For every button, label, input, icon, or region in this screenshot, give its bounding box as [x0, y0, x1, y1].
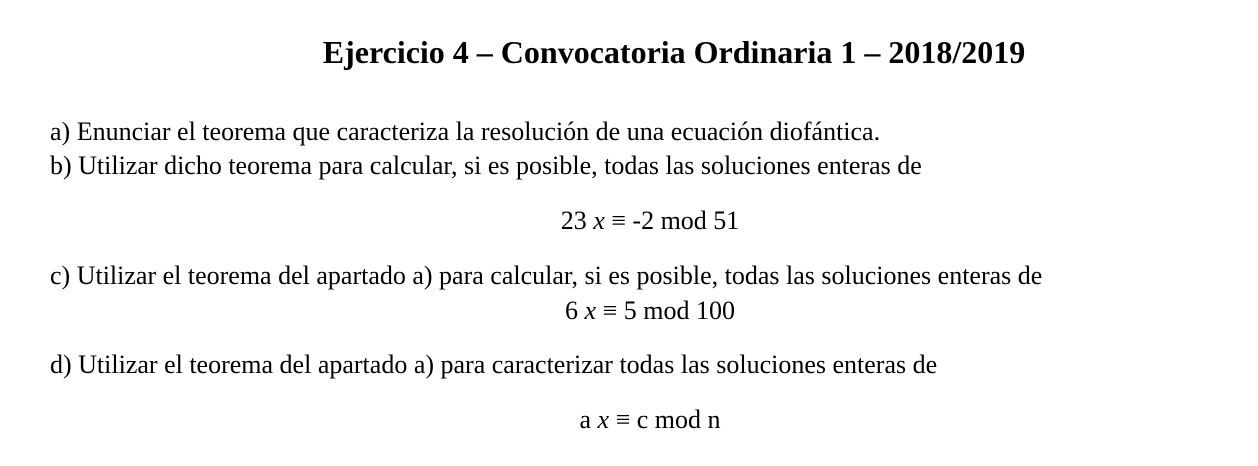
equation-d: [0, 403, 1258, 437]
equation-d-rest: ≡ c mod n: [615, 405, 721, 434]
item-a-text: a) Enunciar el teorema que caracteriza la resolución de una ecuación diofántica.: [50, 117, 881, 146]
item-c-text: c) Utilizar el teorema del apartado a) para calcular, si es posible, todas las soluciones enteras de: [50, 261, 1043, 290]
equation-c-rest: ≡ 5 mod 100: [602, 296, 735, 325]
page-title: Ejercicio 4 – Convocatoria Ordinaria 1 – 2018/2019: [322, 34, 1026, 70]
equation-d-var: x: [597, 405, 610, 434]
equation-d-coef: a: [579, 405, 592, 434]
item-d-text: d) Utilizar el teorema del apartado a) para caracterizar todas las soluciones enteras de: [50, 350, 938, 379]
equation-c-coef: 6: [565, 296, 579, 325]
equation-c-var: x: [584, 296, 597, 325]
equation-b-var: x: [593, 206, 605, 235]
equation-b-rest: ≡ -2 mod 51: [611, 206, 740, 235]
item-b-text: b) Utilizar dicho teorema para calcular, si es posible, todas las soluciones enteras de: [50, 151, 922, 180]
equation-b: [0, 204, 1258, 238]
equation-b-coef: 23: [560, 206, 587, 235]
equation-c: [0, 294, 1258, 328]
